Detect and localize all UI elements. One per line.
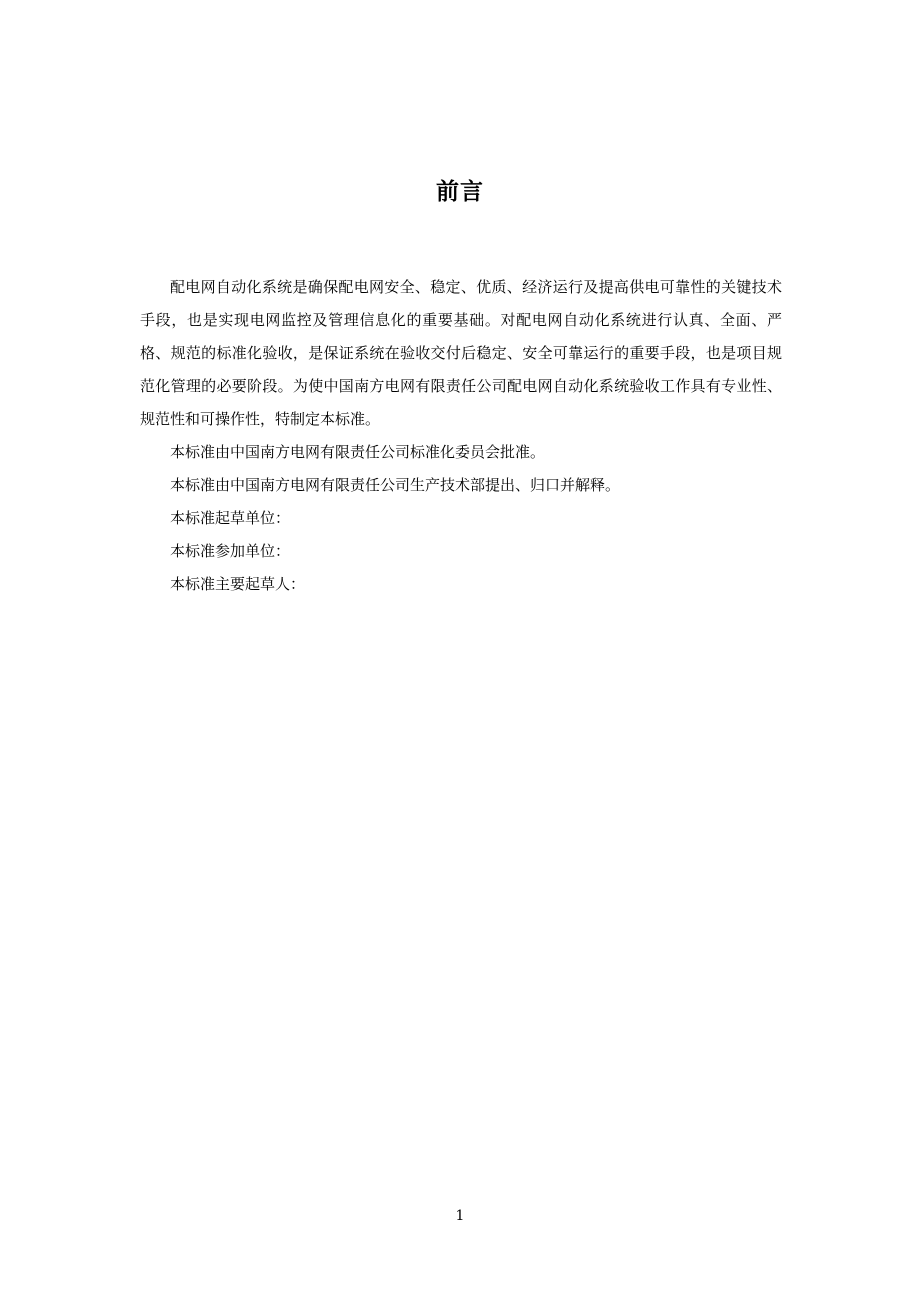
paragraph-approval: 本标准由中国南方电网有限责任公司标准化委员会批准。 [170, 443, 546, 461]
paragraph-intro: 配电网自动化系统是确保配电网安全、稳定、优质、经济运行及提高供电可靠性的关键技术手段，也是实现电网监控及管理信息化的重要基础。对配电网自动化系统进行认真、全面、严格、规范的标准化验收，是保证系统在验收交付后稳定、安全可靠运行的重要手段，也是项目规范化管理的必要阶段。为使中国南方电网有限责任公司配电网自动化系统验收工作具有专业性、规范性和可操作性，特制定本标准。 [140, 278, 782, 428]
paragraph-main-drafters: 本标准主要起草人： [170, 575, 306, 593]
paragraph-participating-unit: 本标准参加单位： [170, 542, 291, 560]
body-text [140, 271, 782, 601]
page-title: 前言 [436, 178, 484, 205]
paragraph-proposer: 本标准由中国南方电网有限责任公司生产技术部提出、归口并解释。 [170, 476, 621, 494]
page-number: 1 [455, 1208, 465, 1224]
paragraph-drafting-unit: 本标准起草单位： [170, 509, 291, 527]
